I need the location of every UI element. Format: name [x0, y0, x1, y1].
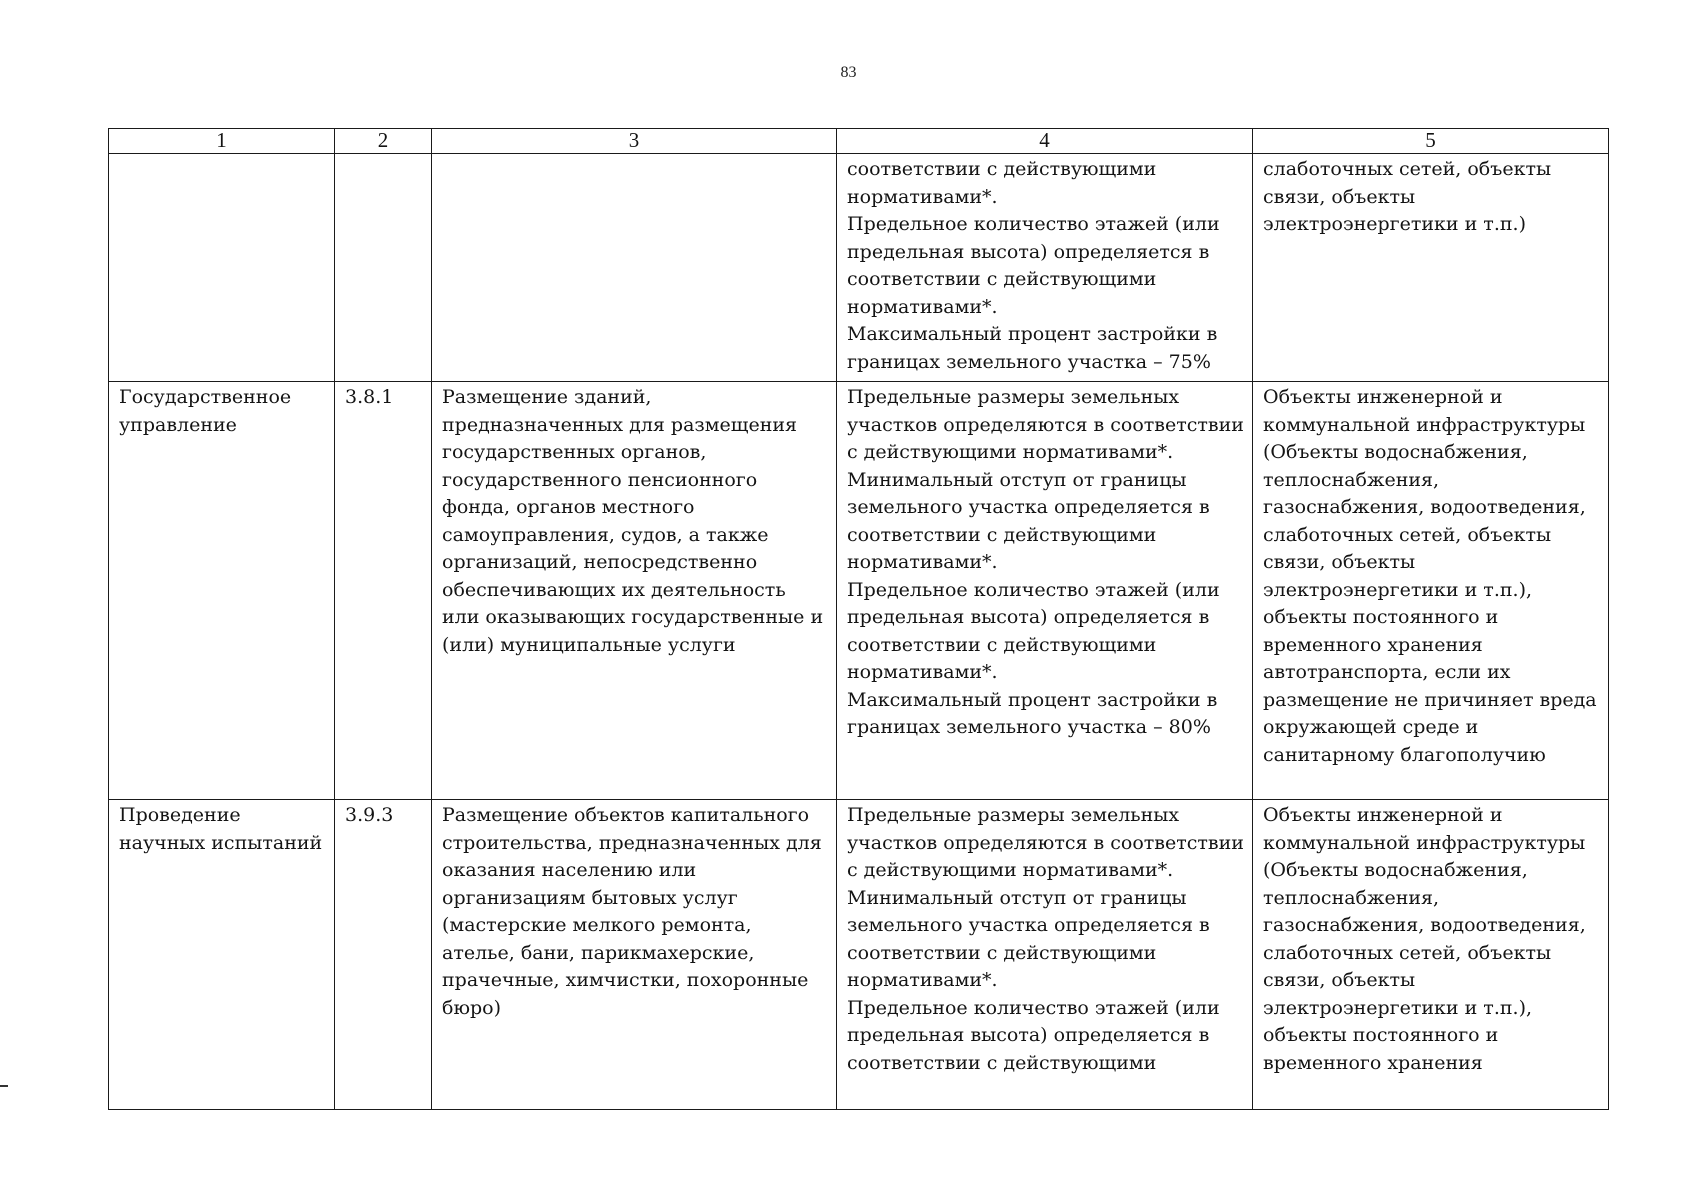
land-use-name-cell: [109, 154, 335, 382]
parameter-item: Предельные размеры земельных участков определяются в соответствии с действующими нормативами*.: [847, 386, 1244, 463]
description-cell: Размещение объектов капитального строительства, предназначенных для оказания населению или организациям бытовых услуг (мастерские мелкого ремонта, ателье, бани, парикмахерские, прачечные, химчистки, похоронные бюро): [432, 800, 837, 1110]
parameter-item: Минимальный отступ от границы земельного участка определяется в соответствии с действующими нормативами*.: [847, 886, 1210, 991]
parameter-item: Максимальный процент застройки в границах земельного участка – 80%: [847, 688, 1218, 738]
parameters-cell: [837, 154, 1253, 382]
parameter-item: Минимальный отступ от границы земельного участка определяется в соответствии с действующими нормативами*.: [847, 468, 1210, 573]
land-use-code-cell: 3.8.1: [335, 382, 432, 800]
description-cell: [432, 154, 837, 382]
parameters-cell: [837, 800, 1253, 1110]
parameters-cell: [837, 382, 1253, 800]
land-use-code-cell: [335, 154, 432, 382]
header-row: [109, 129, 1609, 154]
parameter-item: Предельное количество этажей (или предельная высота) определяется в соответствии с действующими: [847, 996, 1220, 1074]
table-row: [109, 154, 1609, 382]
auxiliary-uses-cell: Объекты инженерной и коммунальной инфраструктуры (Объекты водоснабжения, теплоснабжения, газоснабжения, водоотведения, слаботочных сетей, объекты связи, объекты электроэнергетики и т.п.), объекты постоянного и временного хранения: [1253, 800, 1609, 1110]
parameter-item: соответствии с действующими нормативами*.: [847, 158, 1157, 208]
description-cell: Размещение зданий, предназначенных для размещения государственных органов, государственного пенсионного фонда, органов местного самоуправления, судов, а также организаций, непосредственно обеспечивающих их деятельность или оказывающих государственные и (или) муниципальные услуги: [432, 382, 837, 800]
table-row: [109, 382, 1609, 800]
header-col-2: 2: [335, 129, 432, 154]
header-col-4: 4: [837, 129, 1253, 154]
header-col-3: 3: [432, 129, 837, 154]
land-use-name-cell: Государственное управление: [109, 382, 335, 800]
parameter-item: Максимальный процент застройки в границах земельного участка – 75%: [847, 323, 1218, 373]
page-number: 83: [840, 64, 857, 81]
parameter-item: Предельные размеры земельных участков определяются в соответствии с действующими нормативами*.: [847, 804, 1244, 881]
margin-mark: [0, 1085, 8, 1087]
header-col-5: 5: [1253, 129, 1609, 154]
zoning-table: [108, 128, 1609, 1110]
land-use-name-cell: Проведение научных испытаний: [109, 800, 335, 1110]
parameter-item: Предельное количество этажей (или предельная высота) определяется в соответствии с действующими нормативами*.: [847, 213, 1220, 318]
parameter-item: Предельное количество этажей (или предельная высота) определяется в соответствии с действующими нормативами*.: [847, 578, 1220, 683]
table-header: [109, 129, 1609, 154]
table-row: [109, 800, 1609, 1110]
header-col-1: 1: [109, 129, 335, 154]
land-use-code-cell: 3.9.3: [335, 800, 432, 1110]
auxiliary-uses-cell: Объекты инженерной и коммунальной инфраструктуры (Объекты водоснабжения, теплоснабжения, газоснабжения, водоотведения, слаботочных сетей, объекты связи, объекты электроэнергетики и т.п.), объекты постоянного и временного хранения автотранспорта, если их размещение не причиняет вреда окружающей среде и санитарному благополучию: [1253, 382, 1609, 800]
auxiliary-uses-cell: слаботочных сетей, объекты связи, объекты электроэнергетики и т.п.): [1253, 154, 1609, 382]
